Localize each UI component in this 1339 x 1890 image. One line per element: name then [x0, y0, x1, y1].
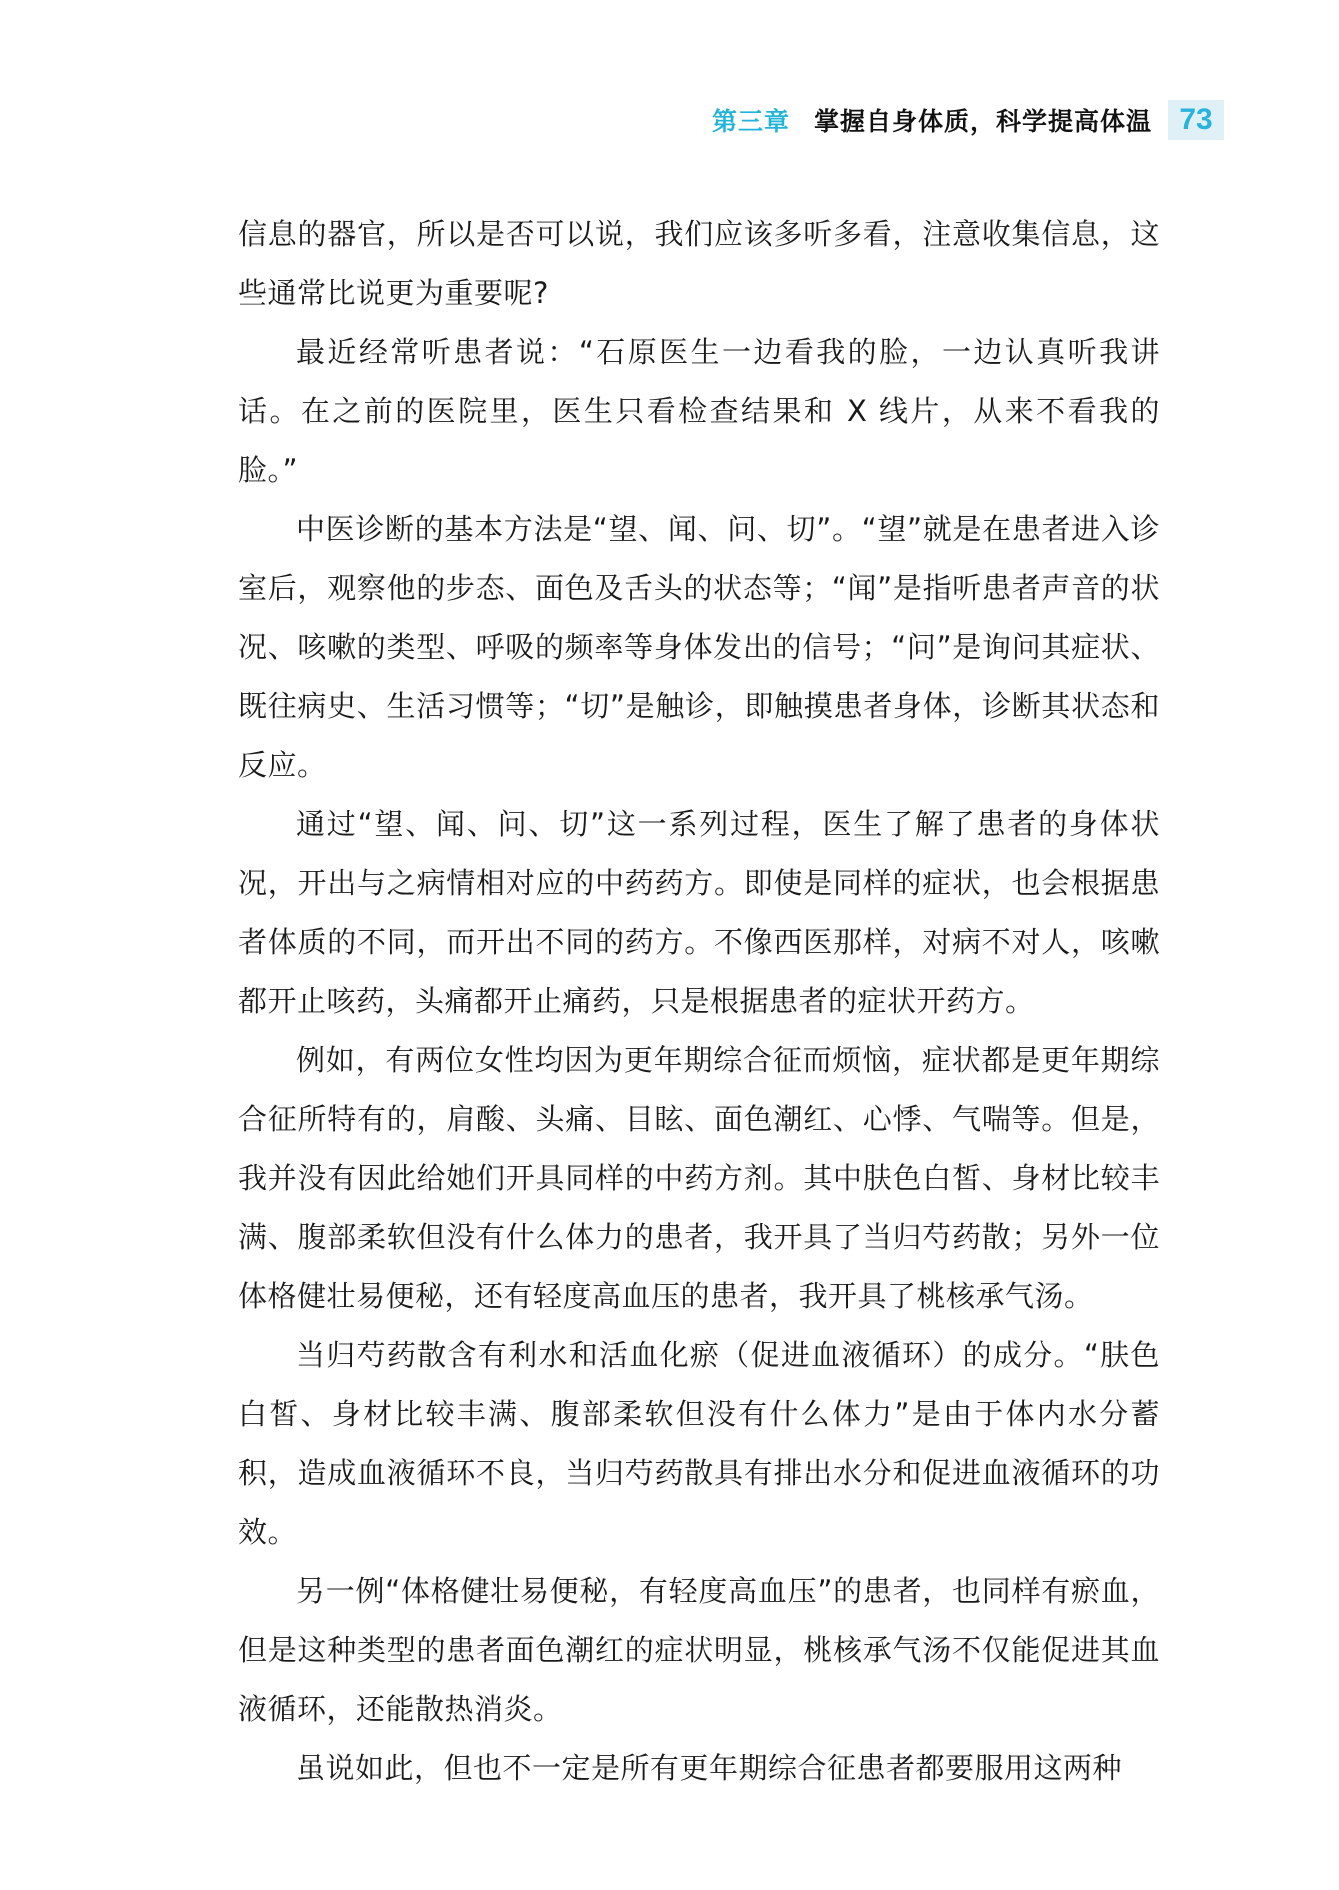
- paragraph-4: 通过“望、闻、问、切”这一系列过程，医生了解了患者的身体状况，开出与之病情相对应的中药药方。即使是同样的症状，也会根据患者体质的不同，而开出不同的药方。不像西医那样，对病不对人，咳嗽都开止咳药，头痛都开止痛药，只是根据患者的症状开药方。: [238, 807, 1160, 1018]
- paragraph-1: 信息的器官，所以是否可以说，我们应该多听多看，注意收集信息，这些通常比说更为重要呢?: [238, 217, 1160, 310]
- paragraph-6: 当归芍药散含有利水和活血化瘀（促进血液循环）的成分。“肤色白皙、身材比较丰满、腹部柔软但没有什么体力”是由于体内水分蓄积，造成血液循环不良，当归芍药散具有排出水分和促进血液循环的功效。: [238, 1338, 1160, 1549]
- page-number: 73: [1168, 100, 1224, 140]
- chapter-title: 掌握自身体质，科学提高体温: [813, 107, 1152, 136]
- paragraph-3: 中医诊断的基本方法是“望、闻、问、切”。“望”就是在患者进入诊室后，观察他的步态、面色及舌头的状态等；“闻”是指听患者声音的状况、咳嗽的类型、呼吸的频率等身体发出的信号；“问”是询问其症状、既往病史、生活习惯等；“切”是触诊，即触摸患者身体，诊断其状态和反应。: [238, 512, 1160, 782]
- paragraph-2: 最近经常听患者说：“石原医生一边看我的脸，一边认真听我讲话。在之前的医院里，医生只看检查结果和 X 线片，从来不看我的脸。”: [238, 335, 1160, 487]
- chapter-label: 第三章: [711, 107, 790, 136]
- paragraph-7: 另一例“体格健壮易便秘，有轻度高血压”的患者，也同样有瘀血，但是这种类型的患者面色潮红的症状明显，桃核承气汤不仅能促进其血液循环，还能散热消炎。: [238, 1574, 1160, 1726]
- paragraph-8: 虽说如此，但也不一定是所有更年期综合征患者都要服用这两种: [296, 1751, 1123, 1785]
- running-header: [712, 100, 1224, 140]
- paragraph-5: 例如，有两位女性均因为更年期综合征而烦恼，症状都是更年期综合征所特有的，肩酸、头痛、目眩、面色潮红、心悸、气喘等。但是，我并没有因此给她们开具同样的中药方剂。其中肤色白皙、身材比较丰满、腹部柔软但没有什么体力的患者，我开具了当归芍药散；另外一位体格健壮易便秘，还有轻度高血压的患者，我开具了桃核承气汤。: [238, 1043, 1160, 1313]
- body-text: [238, 205, 1160, 1798]
